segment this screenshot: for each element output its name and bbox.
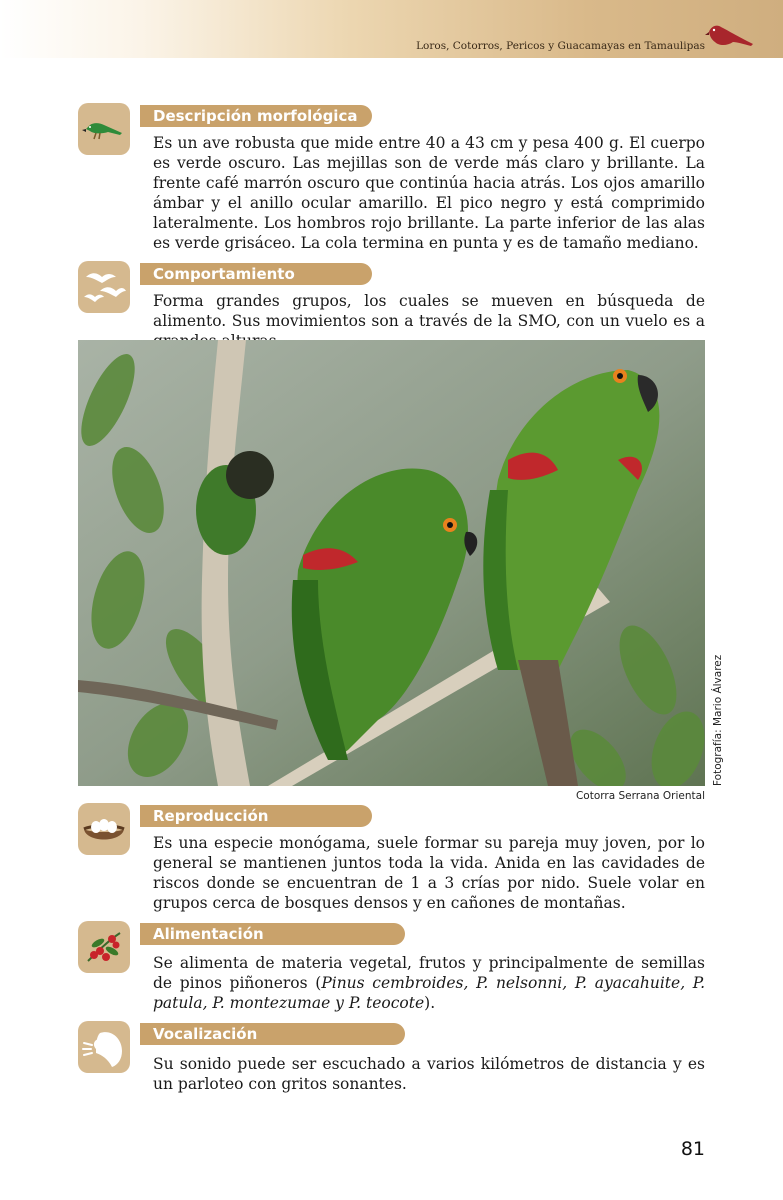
section-title: Comportamiento: [140, 263, 372, 285]
berries-icon: [78, 921, 130, 973]
photo-credit: Fotografía: Mario Álvarez: [712, 654, 724, 786]
section-title: Vocalización: [140, 1023, 405, 1045]
flying-birds-icon: [78, 261, 130, 313]
section-body: Es un ave robusta que mide entre 40 a 43 cm y pesa 400 g. El cuerpo es verde oscuro. Las mejillas son de verde más claro y brillante. La frente café marrón oscuro que continúa hacia atrás. Los ojos amarillo ámbar y el anillo ocular amarillo. El pico negro y está comprimido lateralmente. Los hombros rojo brillante. La parte inferior de las alas es verde grisáceo. La cola termina en punta y es de tamaño mediano.: [153, 134, 705, 252]
section-title: Reproducción: [140, 805, 372, 827]
parrots-illustration: [78, 340, 705, 786]
section-body: Su sonido puede ser escuchado a varios kilómetros de distancia y es un parloteo con gritos sonantes.: [153, 1055, 705, 1093]
parrot-silhouette-icon: [703, 20, 755, 52]
section-title: Descripción morfológica: [140, 105, 372, 127]
section-vocalizacion: [78, 1021, 708, 1101]
photo-caption: Cotorra Serrana Oriental: [575, 790, 705, 802]
nest-eggs-icon: [78, 803, 130, 855]
section-title: Alimentación: [140, 923, 405, 945]
body-intro: Se alimenta de materia vegetal, frutos y principalmente de semillas de pinos piñoneros (: [153, 954, 705, 992]
section-body: Forma grandes grupos, los cuales se mueven en búsqueda de alimento. Sus movimientos son a través de la SMO, con un vuelo es a: [153, 292, 705, 330]
body-outro: ).: [424, 994, 436, 1012]
section-reproduccion: [78, 803, 708, 915]
section-body: Es una especie monógama, suele formar su pareja muy joven, por lo general se mantienen juntos toda la vida. Anida en las cavidades de riscos donde se encuentran de 1 a 3 crías por nido. Suele volar en grupos cerca de bosques densos y en cañones de montañas.: [153, 834, 705, 912]
section-body: [153, 953, 705, 1013]
parrots-photo: [78, 340, 705, 786]
running-header-title: Loros, Cotorros, Pericos y Guacamayas en Tamaulipas: [416, 40, 705, 52]
section-comportamiento: [78, 261, 708, 333]
page-number: 81: [680, 1138, 705, 1160]
parrot-head-sound-icon: [78, 1021, 130, 1073]
section-alimentacion: [78, 921, 708, 1021]
green-parrot-icon: [78, 103, 130, 155]
species-list: Pinus cembroides, P. nelsonni, P. ayacahuite, P. patula, P. montezumae y P. teocote: [153, 974, 705, 1012]
section-descripcion: [78, 103, 708, 263]
